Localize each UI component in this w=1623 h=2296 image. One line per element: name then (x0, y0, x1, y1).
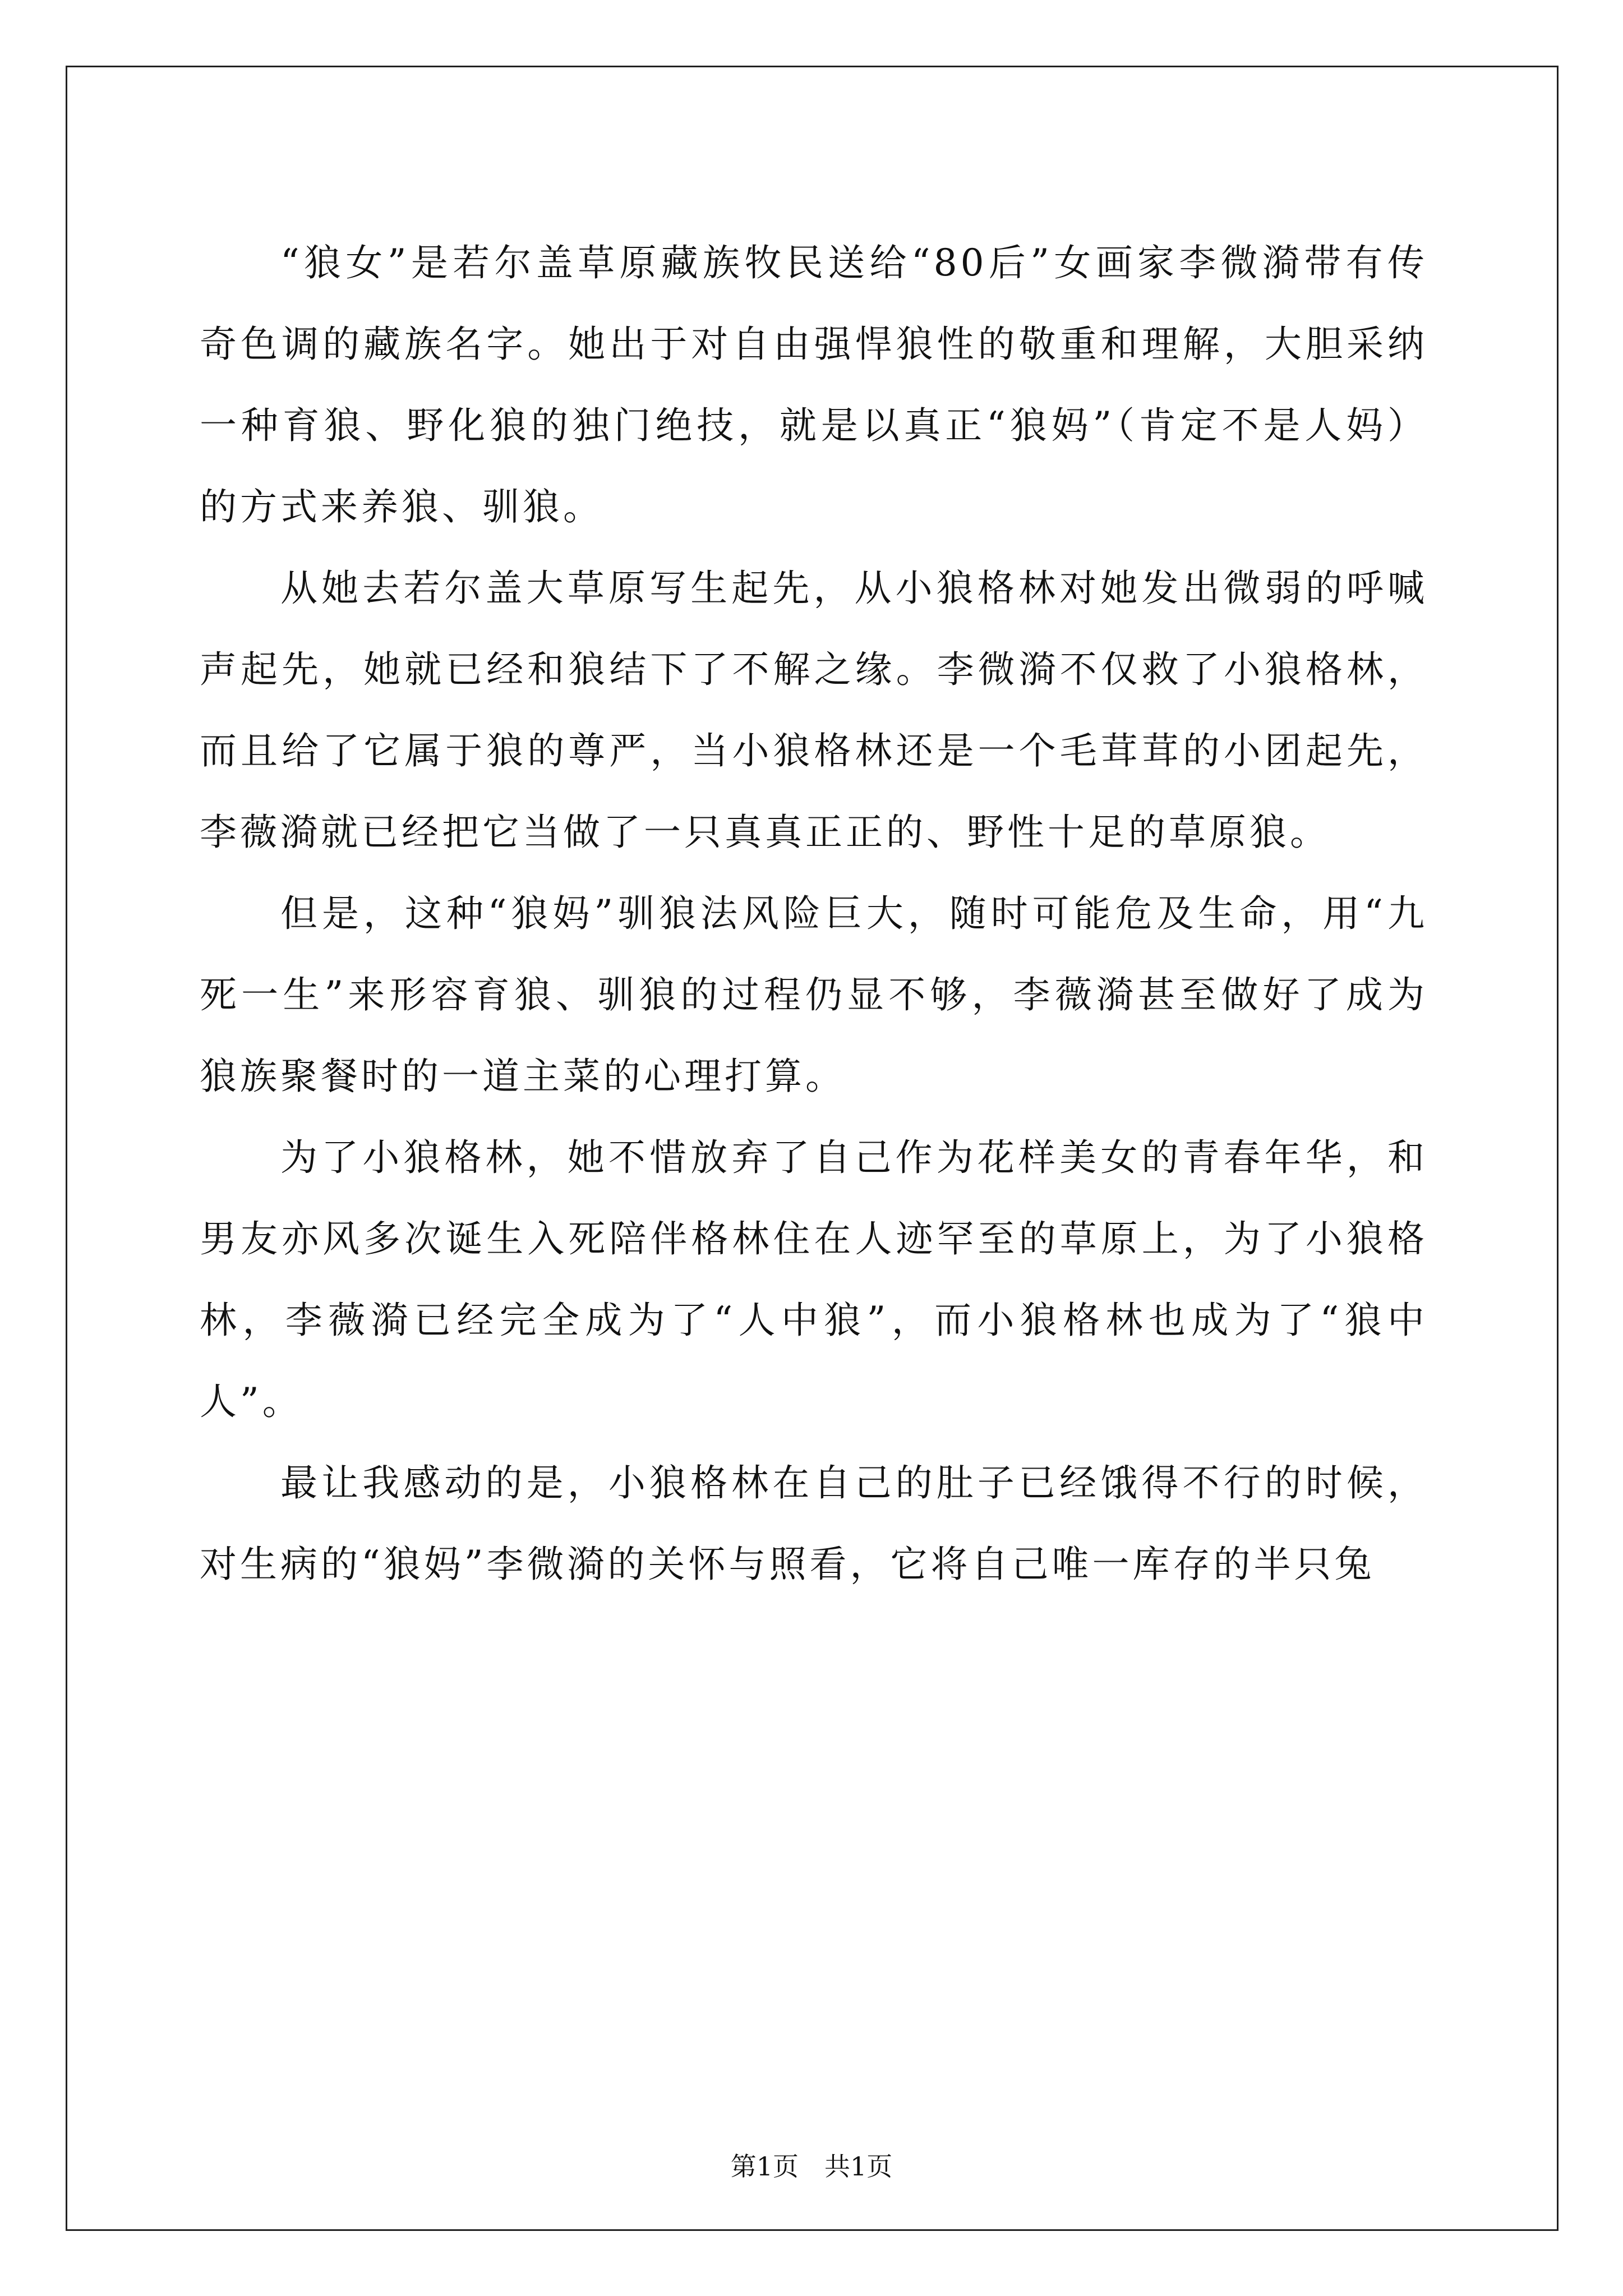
paragraph-3: 但是，这种“狼妈”驯狼法风险巨大，随时可能危及生命，用“九死一生”来形容育狼、驯狼的过程仍显不够，李薇漪甚至做好了成为狼族聚餐时的一道主菜的心理打算。 (200, 892, 1428, 1098)
document-body (200, 222, 1428, 1605)
paragraph-1: “狼女”是若尔盖草原藏族牧民送给“80后”女画家李微漪带有传奇色调的藏族名字。她出于对自由强悍狼性的敬重和理解，大胆采纳一种育狼、野化狼的独门绝技，就是以真正“狼妈”（肯定不是人妈）的方式来养狼、驯狼。 (200, 241, 1428, 528)
page-number: 第1页 (730, 2151, 799, 2182)
paragraph-4: 为了小狼格林，她不惜放弃了自己作为花样美女的青春年华，和男友亦风多次诞生入死陪伴格林住在人迹罕至的草原上，为了小狼格林，李薇漪已经完全成为了“人中狼”，而小狼格林也成为了“狼中人”。 (200, 1136, 1428, 1423)
paragraph-5: 最让我感动的是，小狼格林在自己的肚子已经饿得不行的时候，对生病的“狼妈”李微漪的关怀与照看，它将自己唯一库存的半只兔 (200, 1461, 1428, 1586)
page-footer (0, 2150, 1623, 2183)
paragraph-2: 从她去若尔盖大草原写生起先，从小狼格林对她发出微弱的呼喊声起先，她就已经和狼结下了不解之缘。李微漪不仅救了小狼格林，而且给了它属于狼的尊严，当小狼格林还是一个毛茸茸的小团起先，李薇漪就已经把它当做了一只真真正正的、野性十足的草原狼。 (200, 567, 1428, 854)
page-total: 共1页 (824, 2151, 893, 2182)
